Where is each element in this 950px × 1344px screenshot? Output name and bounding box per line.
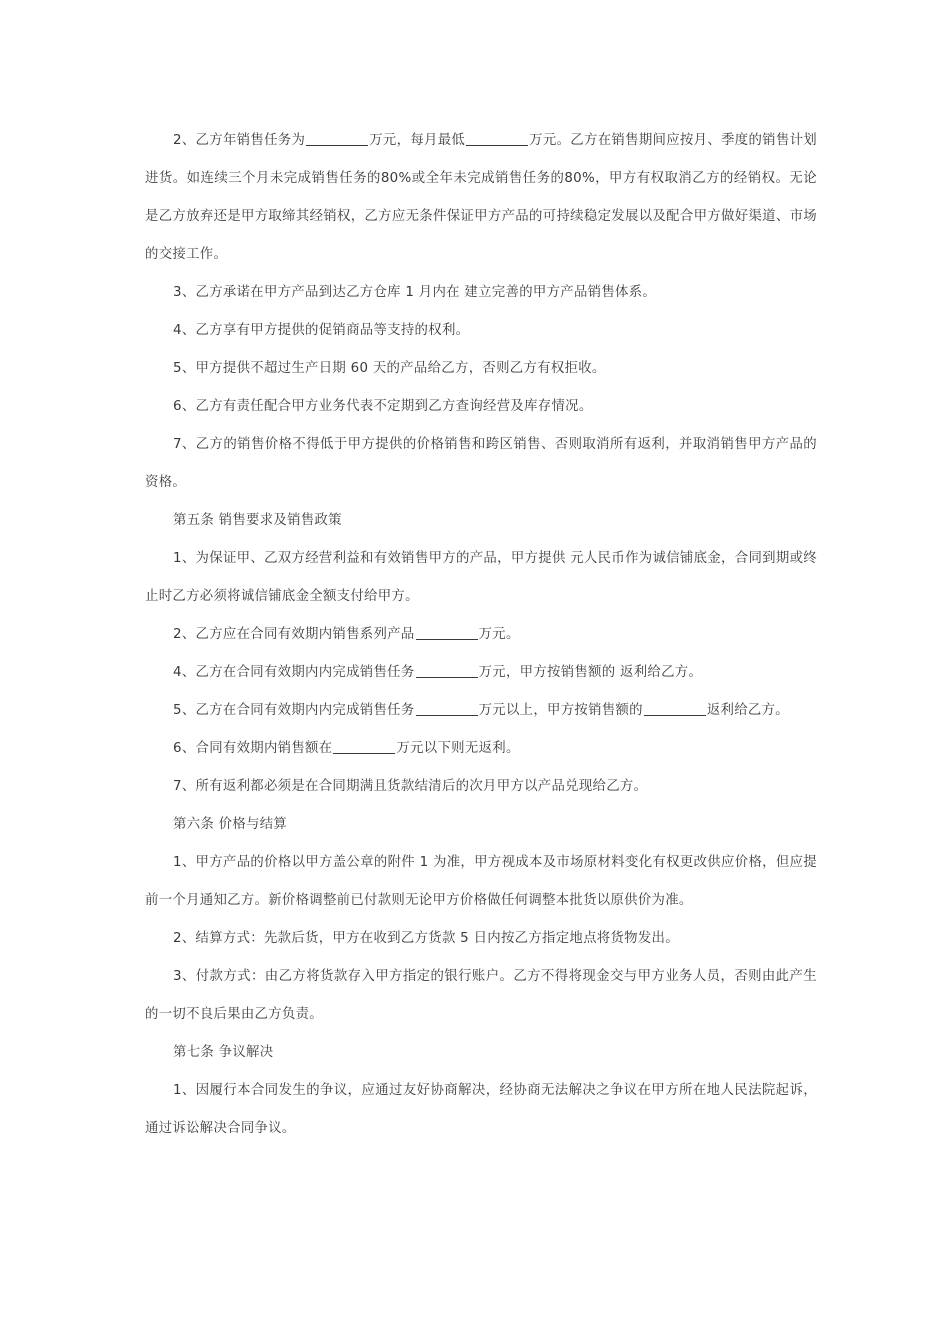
blank-field xyxy=(333,739,395,754)
text-segment: 1、为保证甲、乙双方经营利益和有效销售甲方的产品，甲方提供 元人民币作为诚信铺底金，合同到期或终止时乙方必须将诚信铺底金全额支付给甲方。 xyxy=(145,551,817,604)
article5-item-7 xyxy=(145,768,817,806)
article5-item-1 xyxy=(145,540,817,616)
article6-item-2 xyxy=(145,920,817,958)
article5-item-5 xyxy=(145,692,817,730)
article7-item-1 xyxy=(145,1072,817,1148)
text-segment: 万元。 xyxy=(478,627,520,642)
text-segment: 2、乙方年销售任务为 xyxy=(173,133,306,148)
text-segment: 1、因履行本合同发生的争议，应通过友好协商解决，经协商无法解决之争议在甲方所在地人民法院起诉，通过诉讼解决合同争议。 xyxy=(145,1083,817,1136)
article4-item-7: 7、乙方的销售价格不得低于甲方提供的价格销售和跨区销售、否则取消所有返利，并取消销售甲方产品的资格。 xyxy=(145,437,817,490)
text-segment: 1、甲方产品的价格以甲方盖公章的附件 1 为准，甲方视成本及市场原材料变化有权更改供应价格，但应提前一个月通知乙方。新价格调整前已付款则无论甲方价格做任何调整本批货以原供价为准。 xyxy=(145,855,817,908)
text-segment: 2、乙方应在合同有效期内销售系列产品 xyxy=(173,627,415,642)
blank-field xyxy=(416,701,478,716)
blank-field xyxy=(416,663,478,678)
blank-field xyxy=(306,131,368,146)
article5-item-6 xyxy=(145,730,817,768)
text-segment: 万元以上，甲方按销售额的 xyxy=(478,703,643,718)
article5-heading: 第五条 销售要求及销售政策 xyxy=(173,513,342,528)
article6-item-3 xyxy=(145,958,817,1034)
text-segment: 万元。乙方在销售期间应按月、季度的销售计划进货。如连续三个月未完成销售任务的80%或全年未完成销售任务的80%，甲方有权取消乙方的经销权。无论是乙方放弃还是甲方取缔其经销权，乙方应无条件保证甲方产品的可持续稳定发展以及配合甲方做好渠道、市场的交接工作。 xyxy=(145,133,817,262)
text-segment: 4、乙方在合同有效期内内完成销售任务 xyxy=(173,665,415,680)
text-segment: 2、结算方式：先款后货，甲方在收到乙方货款 5 日内按乙方指定地点将货物发出。 xyxy=(173,931,679,946)
blank-field xyxy=(416,625,478,640)
blank-field xyxy=(466,131,528,146)
article4-item-3: 3、乙方承诺在甲方产品到达乙方仓库 1 月内在 建立完善的甲方产品销售体系。 xyxy=(173,285,657,300)
document-page xyxy=(145,122,817,1148)
article4-item-5: 5、甲方提供不超过生产日期 60 天的产品给乙方，否则乙方有权拒收。 xyxy=(173,361,606,376)
text-segment: 万元，甲方按销售额的 返利给乙方。 xyxy=(478,665,703,680)
article5-item-2 xyxy=(145,616,817,654)
article5-item-4 xyxy=(145,654,817,692)
article4-item-2 xyxy=(145,122,817,274)
article6-heading: 第六条 价格与结算 xyxy=(173,817,288,832)
text-segment: 7、所有返利都必须是在合同期满且货款结清后的次月甲方以产品兑现给乙方。 xyxy=(173,779,648,794)
article4-item-4: 4、乙方享有甲方提供的促销商品等支持的权利。 xyxy=(173,323,470,338)
text-segment: 万元以下则无返利。 xyxy=(396,741,520,756)
article6-item-1 xyxy=(145,844,817,920)
article4-item-6: 6、乙方有责任配合甲方业务代表不定期到乙方查询经营及库存情况。 xyxy=(173,399,593,414)
blank-field xyxy=(644,701,706,716)
text-segment: 5、乙方在合同有效期内内完成销售任务 xyxy=(173,703,415,718)
article7-heading: 第七条 争议解决 xyxy=(173,1045,274,1060)
text-segment: 6、合同有效期内销售额在 xyxy=(173,741,333,756)
text-segment: 返利给乙方。 xyxy=(706,703,790,718)
text-segment: 万元，每月最低 xyxy=(369,133,466,148)
text-segment: 3、付款方式：由乙方将货款存入甲方指定的银行账户。乙方不得将现金交与甲方业务人员，否则由此产生的一切不良后果由乙方负责。 xyxy=(145,969,817,1022)
